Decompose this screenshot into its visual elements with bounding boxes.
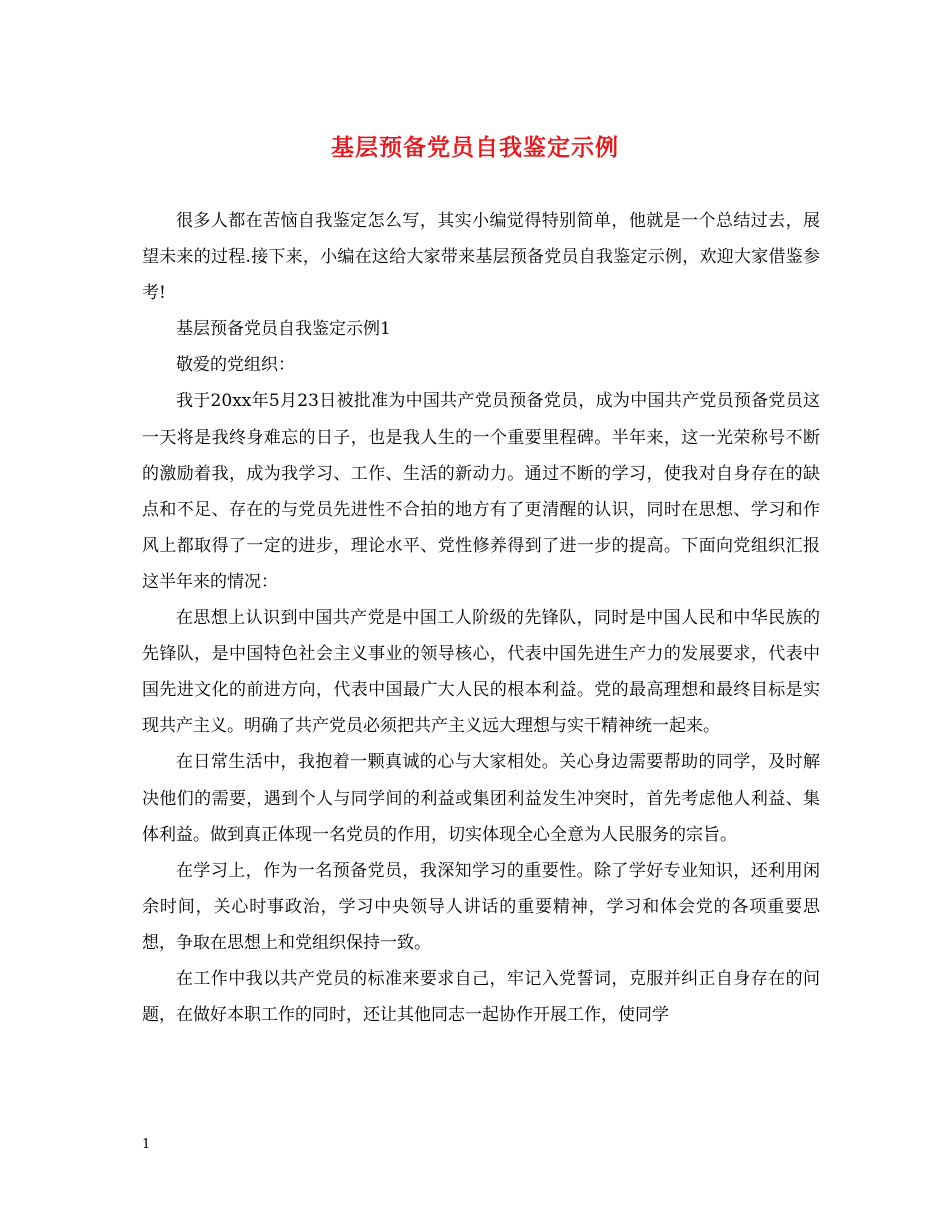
intro-paragraph: 很多人都在苦恼自我鉴定怎么写，其实小编觉得特别简单，他就是一个总结过去，展望未来的过程.接下来，小编在这给大家带来基层预备党员自我鉴定示例，欢迎大家借鉴参考! bbox=[142, 211, 820, 304]
body-paragraph: 我于20xx年5月23日被批准为中国共产党员预备党员，成为中国共产党员预备党员这一天将是我终身难忘的日子，也是我人生的一个重要里程碑。半年来，这一光荣称号不断的激励着我，成为我学习、工作、生活的新动力。通过不断的学习，使我对自身存在的缺点和不足、存在的与党员先进性不合拍的地方有了更清醒的认识，同时在思想、学习和作风上都取得了一定的进步，理论水平、党性修养得到了进一步的提高。下面向党组织汇报这半年来的情况： bbox=[142, 391, 820, 592]
page-number: 1 bbox=[142, 1137, 151, 1152]
body-paragraph: 在工作中我以共产党员的标准来要求自己，牢记入党誓词，克服并纠正自身存在的问题，在做好本职工作的同时，还让其他同志一起协作开展工作，使同学 bbox=[142, 968, 820, 1026]
example-heading: 基层预备党员自我鉴定示例1 bbox=[176, 319, 391, 340]
document-title: 基层预备党员自我鉴定示例 bbox=[331, 135, 619, 161]
body-paragraph: 在日常生活中，我抱着一颗真诚的心与大家相处。关心身边需要帮助的同学，及时解决他们的需要，遇到个人与同学间的利益或集团利益发生冲突时，首先考虑他人利益、集体利益。做到真正体现一名党员的作用，切实体现全心全意为人民服务的宗旨。 bbox=[142, 752, 820, 845]
document-body bbox=[142, 203, 820, 1033]
body-paragraph: 在学习上，作为一名预备党员，我深知学习的重要性。除了学好专业知识，还利用闲余时间，关心时事政治，学习中央领导人讲话的重要精神，学习和体会党的各项重要思想，争取在思想上和党组织保持一致。 bbox=[142, 860, 820, 953]
salutation: 敬爱的党组织： bbox=[176, 355, 295, 376]
body-paragraph: 在思想上认识到中国共产党是中国工人阶级的先锋队，同时是中国人民和中华民族的先锋队，是中国特色社会主义事业的领导核心，代表中国先进生产力的发展要求，代表中国先进文化的前进方向，代表中国最广大人民的根本利益。党的最高理想和最终目标是实现共产主义。明确了共产党员必须把共产主义远大理想与实干精神统一起来。 bbox=[142, 608, 820, 737]
